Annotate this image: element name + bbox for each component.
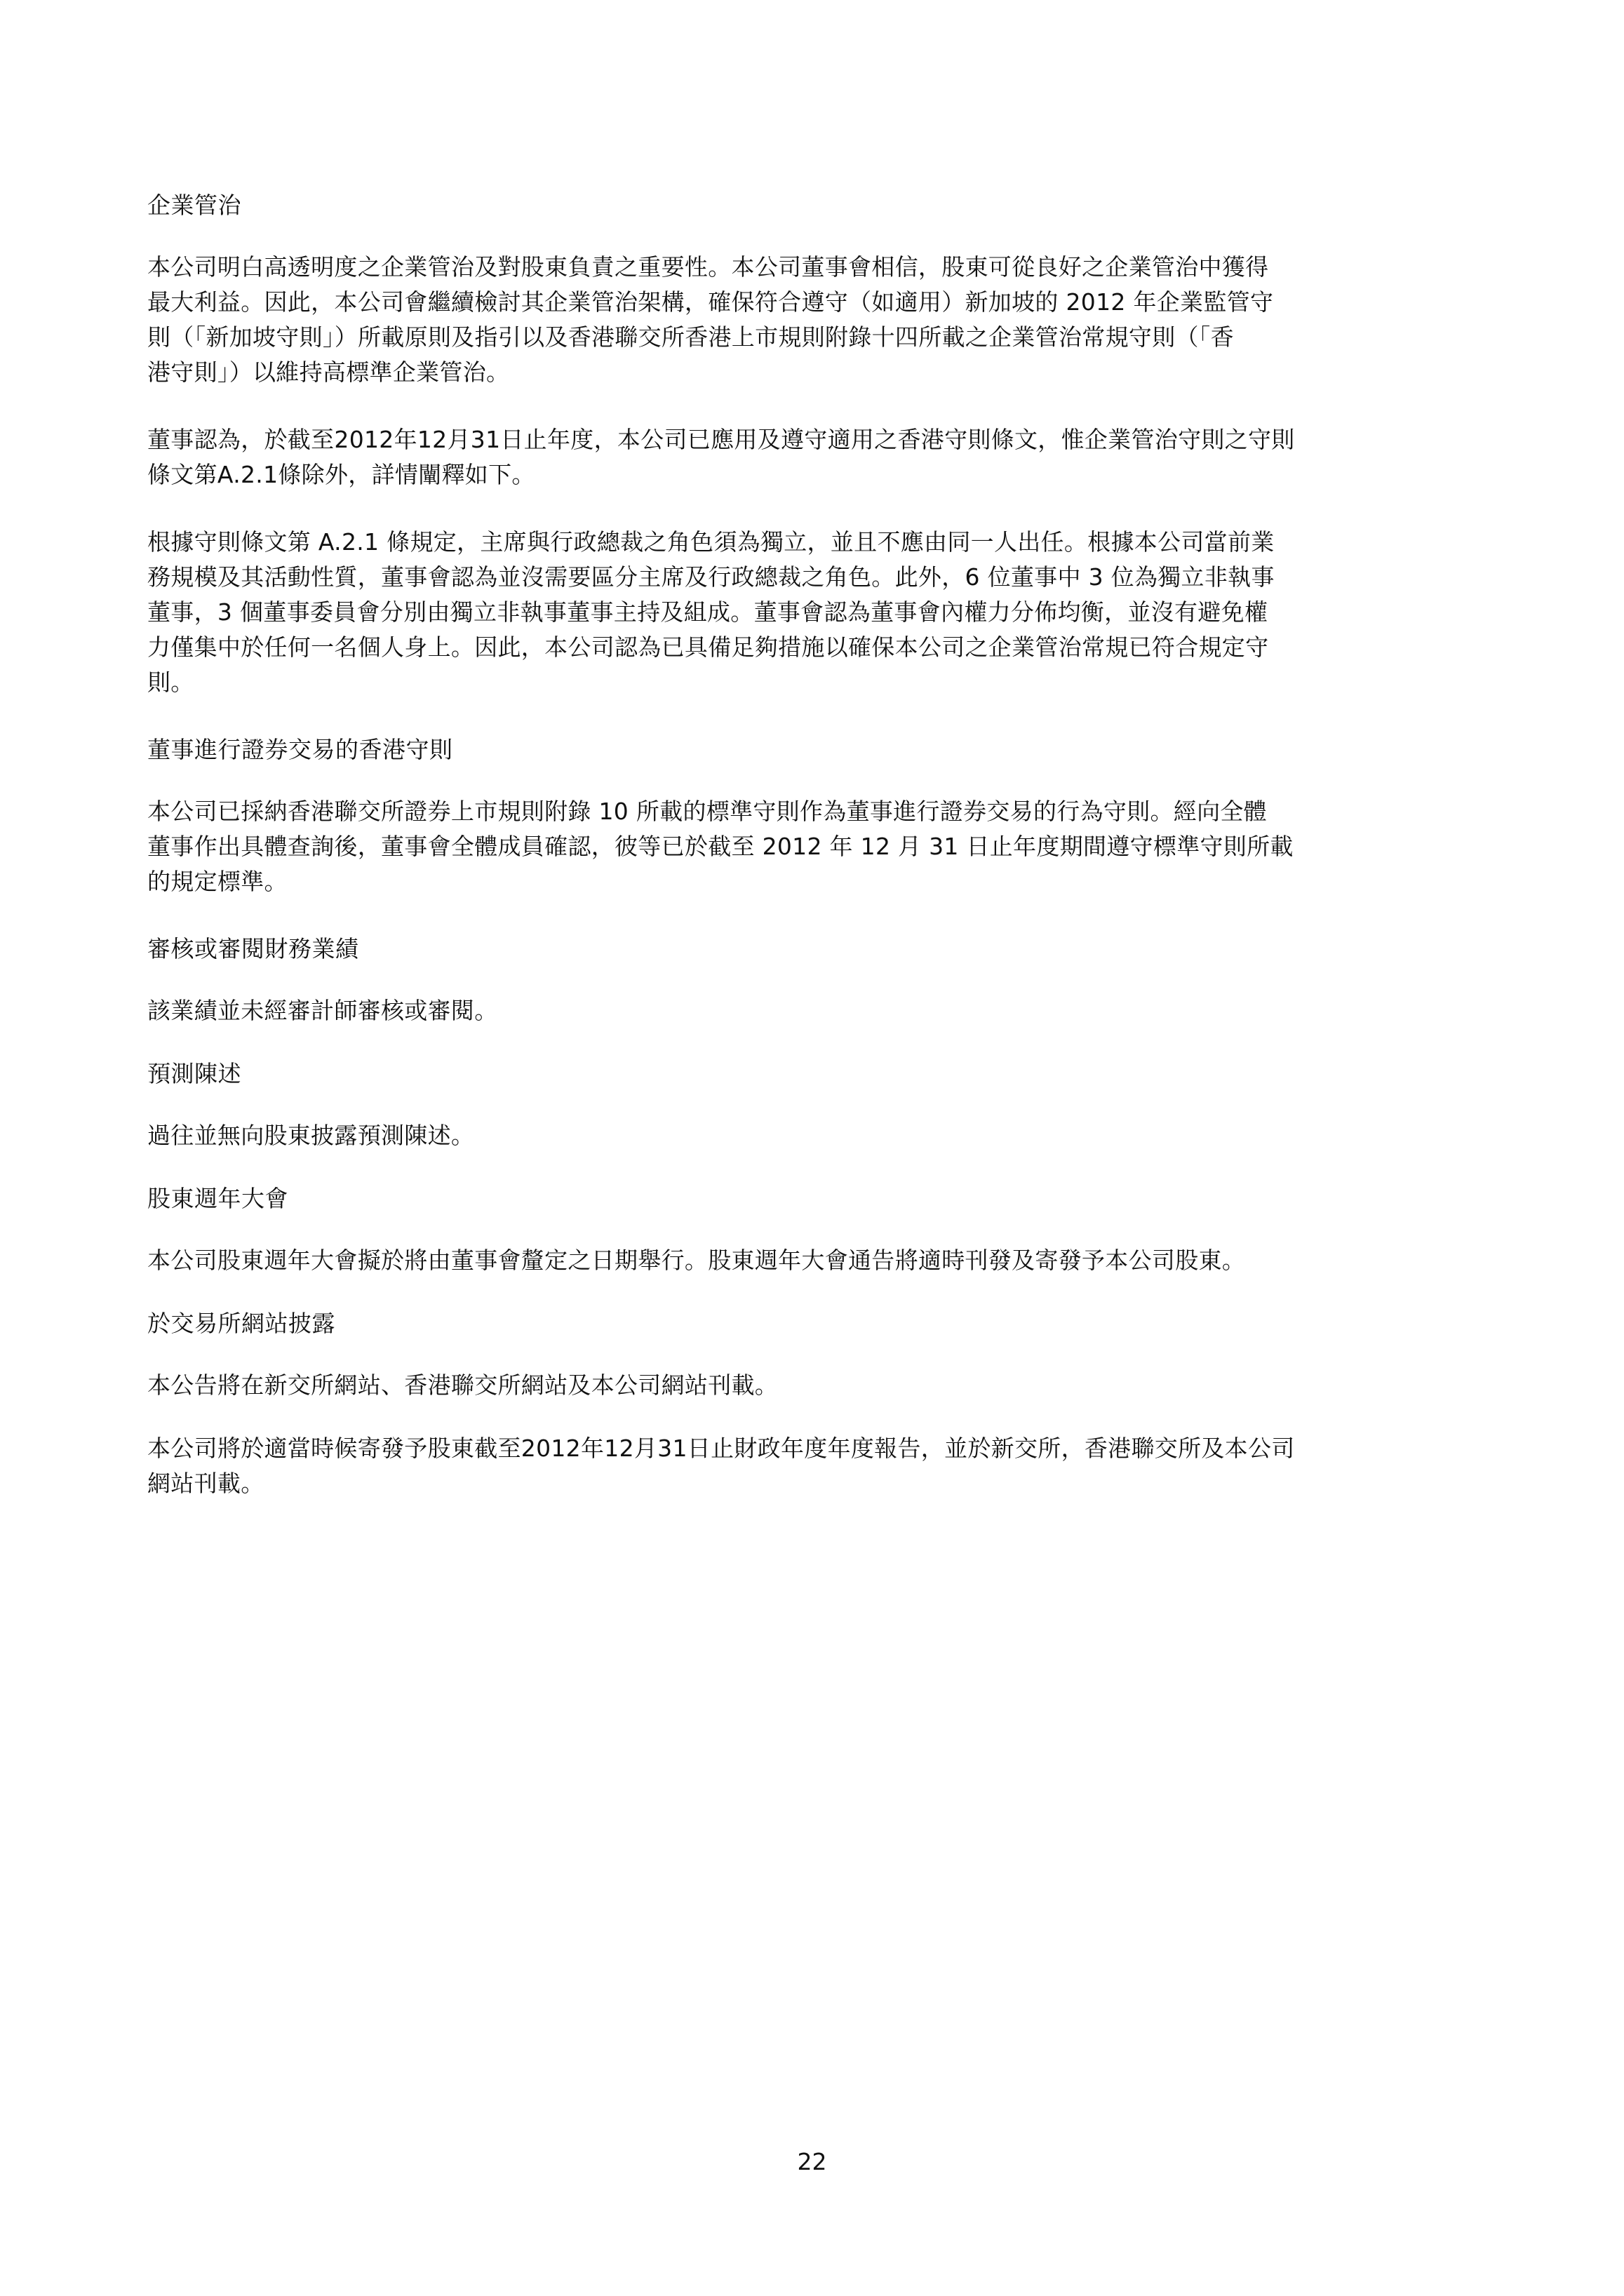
section-heading-agm: 股東週年大會 xyxy=(147,1185,288,1212)
text-line: 的規定標準。 xyxy=(147,868,288,895)
section-heading-forecast-statement: 預測陳述 xyxy=(147,1060,241,1087)
text-line: 董事認為，於截至2012年12月31日止年度，本公司已應用及遵守適用之香港守則條文，惟企業管治守則之守則 xyxy=(147,426,1295,453)
section-heading-website-disclosure: 於交易所網站披露 xyxy=(147,1310,335,1337)
section-heading-securities-dealing: 董事進行證券交易的香港守則 xyxy=(147,736,453,763)
text-line: 董事作出具體查詢後，董事會全體成員確認，彼等已於截至 2012 年 12 月 31 日止年度期間遵守標準守則所載 xyxy=(147,833,1294,860)
text-line: 則（「新加坡守則」）所載原則及指引以及香港聯交所香港上市規則附錄十四所載之企業管治常規守則（「香 xyxy=(147,323,1234,351)
text-line: 網站刊載。 xyxy=(147,1470,264,1497)
text-line: 本公司已採納香港聯交所證券上市規則附錄 10 所載的標準守則作為董事進行證券交易的行為守則。經向全體 xyxy=(147,798,1267,825)
text-line: 本公司將於適當時候寄發予股東截至2012年12月31日止財政年度年度報告，並於新交所，香港聯交所及本公司 xyxy=(147,1435,1295,1462)
paragraph xyxy=(147,1368,1456,1403)
page-number: 22 xyxy=(797,2148,827,2175)
text-line: 過往並無向股東披露預測陳述。 xyxy=(147,1122,475,1149)
text-line: 條文第A.2.1條除外，詳情闡釋如下。 xyxy=(147,461,535,488)
text-line: 港守則」）以維持高標準企業管治。 xyxy=(147,358,510,386)
paragraph xyxy=(147,250,1456,390)
text-line: 該業績並未經審計師審核或審閱。 xyxy=(147,997,498,1024)
text-line: 本公司股東週年大會擬於將由董事會釐定之日期舉行。股東週年大會通告將適時刊發及寄發予本公司股東。 xyxy=(147,1247,1246,1274)
text-line: 力僅集中於任何一名個人身上。因此，本公司認為已具備足夠措施以確保本公司之企業管治常規已符合規定守 xyxy=(147,633,1269,661)
text-line: 本公告將在新交所網站、香港聯交所網站及本公司網站刊載。 xyxy=(147,1371,779,1399)
text-line: 則。 xyxy=(147,669,194,696)
document-body xyxy=(147,188,1456,1533)
section-heading-audit-review: 審核或審閱財務業績 xyxy=(147,935,359,962)
text-line: 董事，3 個董事委員會分別由獨立非執事董事主持及組成。董事會認為董事會內權力分佈均衡，並沒有避免權 xyxy=(147,598,1268,626)
paragraph xyxy=(147,525,1456,700)
paragraph xyxy=(147,1118,1456,1153)
paragraph xyxy=(147,422,1456,492)
text-line: 根據守則條文第 A.2.1 條規定，主席與行政總裁之角色須為獨立，並且不應由同一人出任。根據本公司當前業 xyxy=(147,528,1275,556)
paragraph xyxy=(147,993,1456,1028)
text-line: 最大利益。因此，本公司會繼續檢討其企業管治架構，確保符合遵守（如適用）新加坡的 2012 年企業監管守 xyxy=(147,288,1274,316)
paragraph xyxy=(147,794,1456,899)
text-line: 本公司明白高透明度之企業管治及對股東負責之重要性。本公司董事會相信，股東可從良好之企業管治中獲得 xyxy=(147,253,1269,281)
section-heading-corporate-governance: 企業管治 xyxy=(147,192,241,219)
text-line: 務規模及其活動性質，董事會認為並沒需要區分主席及行政總裁之角色。此外，6 位董事中 3 位為獨立非執事 xyxy=(147,563,1275,591)
paragraph xyxy=(147,1431,1456,1501)
paragraph xyxy=(147,1243,1456,1278)
